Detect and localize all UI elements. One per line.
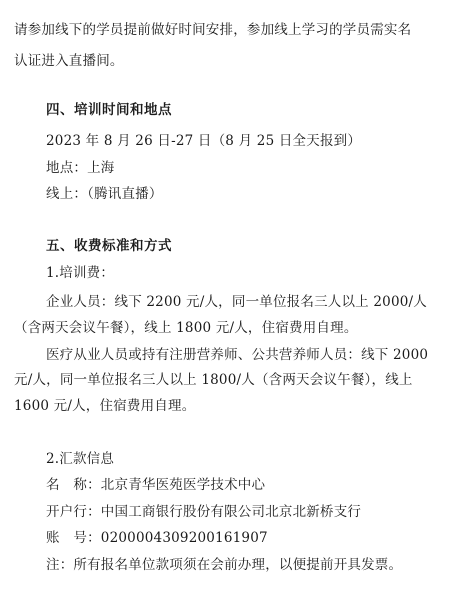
training-location: 地点：上海: [46, 160, 115, 176]
fee-title: 1.培训费：: [46, 265, 115, 281]
bank-name: 开户行：中国工商银行股份有限公司北京北新桥支行: [46, 504, 362, 520]
intro-line-2: 认证进入直播间。: [14, 53, 124, 69]
section-5-heading: 五、收费标准和方式: [46, 238, 172, 254]
intro-line-1: 请参加线下的学员提前做好时间安排，参加线上学习的学员需实名: [14, 22, 412, 38]
training-online: 线上：（腾讯直播）: [46, 186, 163, 202]
payment-note: 注：所有报名单位款项须在会前办理，以便提前开具发票。: [46, 557, 403, 573]
medical-fee-line-1: 医疗从业人员或持有注册营养师、公共营养师人员：线下 2000: [46, 347, 429, 363]
enterprise-fee-line-2: （含两天会议午餐），线上 1800 元/人，住宿费用自理。: [14, 320, 358, 336]
medical-fee-line-2: 元/人，同一单位报名三人以上 1800/人（含两天会议午餐），线上: [14, 372, 413, 388]
training-date: 2023 年 8 月 26 日-27 日（8 月 25 日全天报到）: [46, 133, 362, 149]
account-name: 名 称：北京青华医苑医学技术中心: [46, 477, 266, 493]
account-number: 账 号：0200004309200161907: [46, 530, 268, 546]
section-4-heading: 四、培训时间和地点: [46, 102, 172, 118]
remit-title: 2.汇款信息: [46, 451, 115, 467]
enterprise-fee-line-1: 企业人员：线下 2200 元/人，同一单位报名三人以上 2000/人: [46, 294, 427, 310]
medical-fee-line-3: 1600 元/人，住宿费用自理。: [14, 398, 196, 414]
